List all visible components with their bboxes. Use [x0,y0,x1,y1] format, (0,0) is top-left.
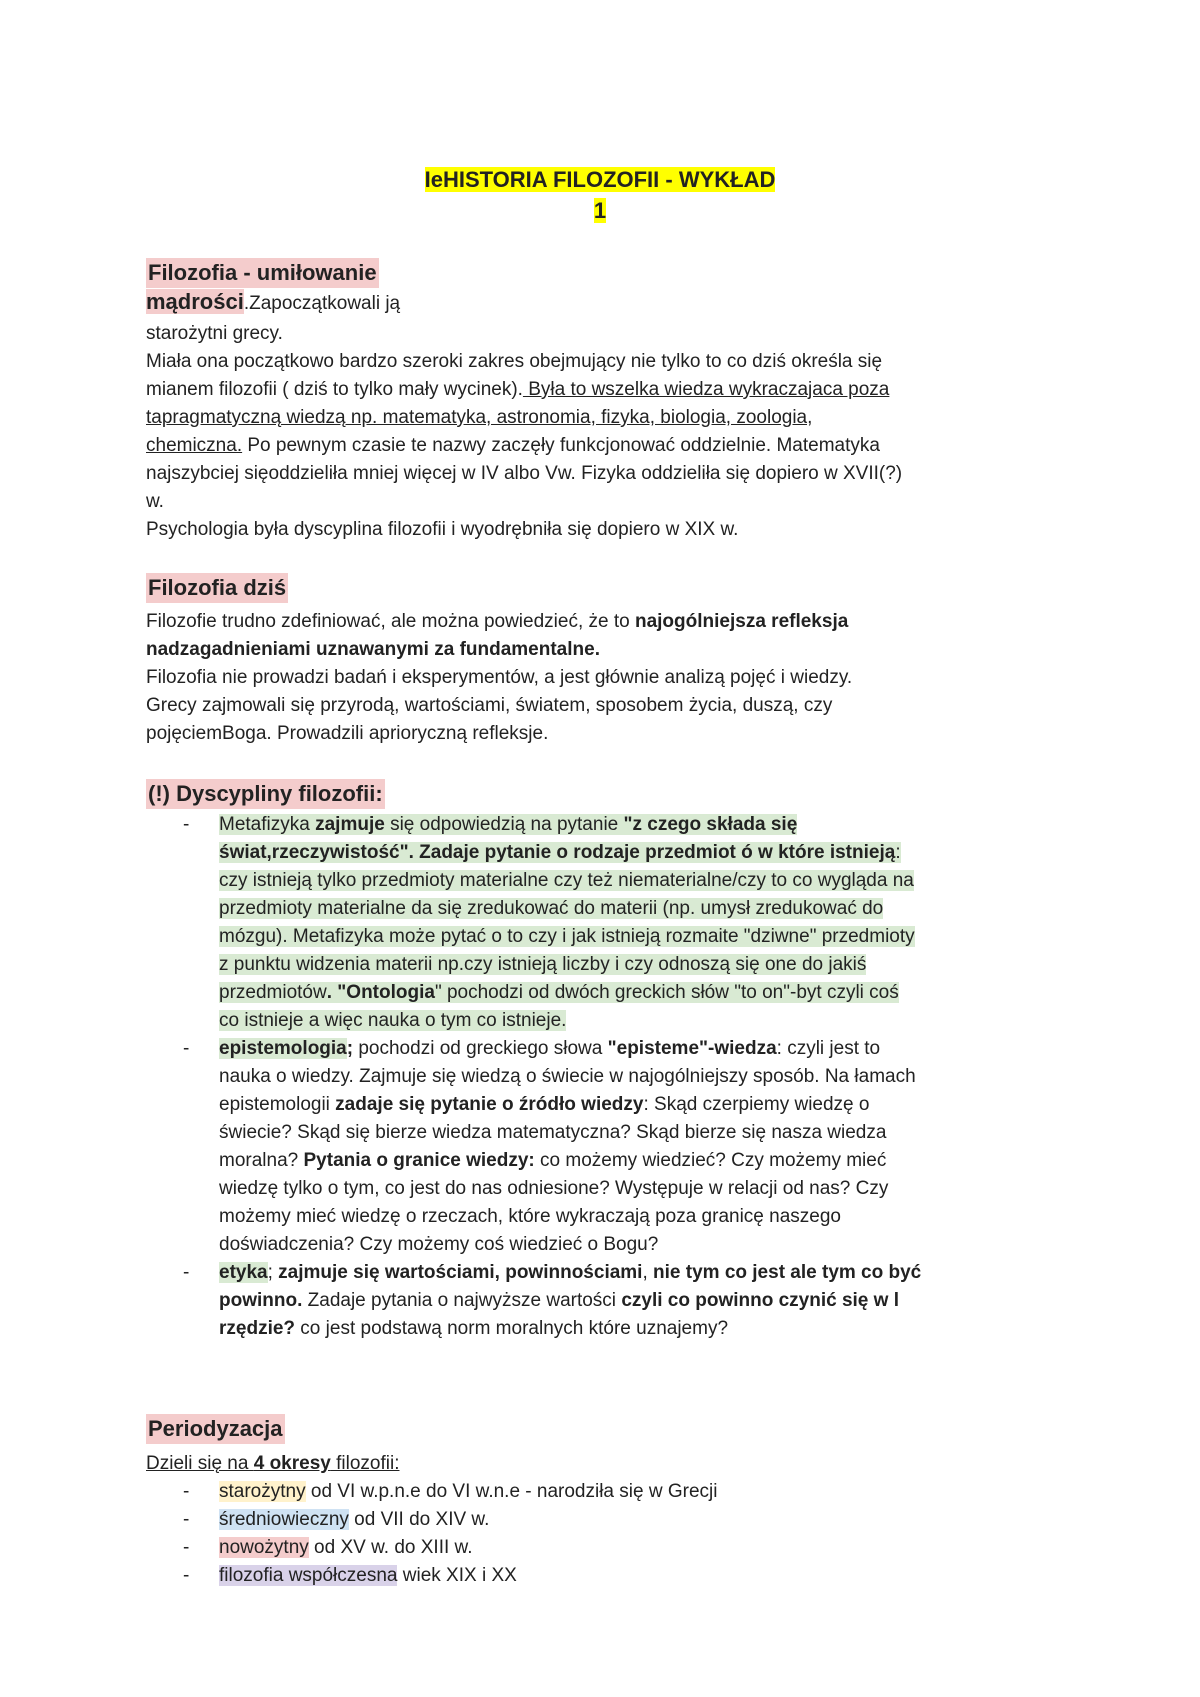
text-span: z punktu widzenia materii np.czy istnieją liczby i czy odnoszą się one do jakiś [219,954,867,975]
list-item-line [219,1315,728,1343]
paragraph-line [146,288,400,318]
text-span: Pytania o granice wiedzy: [303,1150,535,1171]
heading-continuation: mądrości [146,289,244,314]
list-item-metafizyka [219,811,797,839]
text-span: starożytny [219,1481,306,1502]
text-span: zadaje się pytanie o źródło wiedzy [335,1094,644,1115]
list-item-period [219,1478,717,1506]
list-item-line [219,839,901,867]
list-bullet: - [183,1038,190,1059]
list-item-line [219,1007,566,1035]
list-item-line [219,1091,869,1119]
text-span: "z czego składa się [623,814,798,835]
paragraph-line [146,1450,399,1478]
text-span: przedmiotów [219,982,327,1003]
text-span: .Zapoczątkowali ją [243,293,401,314]
list-item-period [219,1506,489,1534]
list-bullet: - [183,1565,190,1586]
text-span: : [895,842,901,863]
section-heading-dyscypliny: (!) Dyscypliny filozofii: [146,779,385,809]
text-span: od VI w.p.n.e do VI w.n.e - narodziła się w Grecji [305,1481,718,1502]
text-span: się odpowiedzią na pytanie [384,814,624,835]
list-item-line [219,867,914,895]
text-span: etyka [219,1262,268,1283]
text-span: moralna? [219,1150,304,1171]
list-bullet: - [183,814,190,835]
text-span: 4 okresy [253,1453,331,1474]
text-span: filozofii: [330,1453,400,1474]
paragraph-line: Miała ona początkowo bardzo szeroki zakres obejmujący nie tylko to co dziś określa się [146,351,883,372]
paragraph-line: Filozofia nie prowadzi badań i eksperymentów, a jest głównie analizą pojęć i wiedzy. [146,667,853,688]
document-title-line1 [0,164,1200,196]
text-span: epistemologii [219,1094,336,1115]
list-bullet: - [183,1481,190,1502]
paragraph-line: w. [146,491,164,512]
list-bullet: - [183,1262,190,1283]
paragraph-line: Grecy zajmowali się przyrodą, wartościami, światem, sposobem życia, duszą, czy [146,695,833,716]
text-span: nie tym co jest ale tym co być [653,1262,922,1283]
text-span: średniowieczny [219,1509,349,1530]
text-span: IeHISTORIA FILOZOFII - WYKŁAD [424,167,776,192]
section-heading-filozofia: Filozofia - umiłowanie [146,258,379,288]
list-item-line: nauka o wiedzy. Zajmuje się wiedzą o świecie w najogólniejszy sposób. Na łamach [219,1066,916,1087]
text-span: czy istnieją tylko przedmioty materialne czy też niematerialne/czy to co wygląda na [219,870,914,891]
text-span: od XV w. do XIII w. [308,1537,473,1558]
text-span: rzędzie? [219,1318,296,1339]
text-span: przedmioty materialne da się zredukować do materii (np. umysł zredukować do [219,898,884,919]
list-item-line: świecie? Skąd się bierze wiedza matematyczna? Skąd bierze się nasza wiedza [219,1122,887,1143]
text-span: Metafizyka [219,814,316,835]
list-item-line: wiedzę tylko o tym, co jest do nas odniesione? Występuje w relacji od nas? Czy [219,1178,889,1199]
paragraph-line: nadzagadnieniami uznawanymi za fundamentalne. [146,639,600,660]
text-span: epistemologia [219,1038,347,1059]
text-span: Po pewnym czasie te nazwy zaczęły funkcjonować oddzielnie. Matematyka [242,435,880,456]
text-span: co możemy wiedzieć? Czy możemy mieć [534,1150,887,1171]
text-span: ; [267,1262,279,1283]
text-span: świat,rzeczywistość" [219,842,409,863]
text-span: : Skąd czerpiemy wiedzę o [643,1094,870,1115]
list-bullet: - [183,1509,190,1530]
section-heading-filozofia-dzis: Filozofia dziś [146,573,288,603]
text-span [219,842,901,863]
text-span: mózgu). Metafizyka może pytać o to czy i jak istnieją rozmaite "dziwne" przedmioty [219,926,915,947]
text-span: czyli co powinno czynić się w l [621,1290,899,1311]
paragraph-line [146,432,880,460]
text-span: Dzieli się na [146,1453,254,1474]
text-span: wiek XIX i XX [397,1565,517,1586]
text-span: Zadaje pytania o najwyższe wartości [302,1290,622,1311]
text-span: od VII do XIV w. [348,1509,490,1530]
list-item-line [219,1287,899,1315]
text-span: zajmuje się wartościami, powinnościami [278,1262,643,1283]
paragraph-line: Psychologia była dyscyplina filozofii i wyodrębniła się dopiero w XIX w. [146,519,739,540]
text-span: . Zadaje pytanie o rodzaje przedmiot ó w które istnieją [408,842,896,863]
text-span: najogólniejsza refleksja [634,611,849,632]
text-span [219,814,797,835]
text-span: " pochodzi od dwóch greckich słów "to on"-byt czyli coś [434,982,899,1003]
list-item-period [219,1534,472,1562]
text-span: : czyli jest to [776,1038,881,1059]
text-span: , [642,1262,654,1283]
text-span: powinno. [219,1290,303,1311]
text-span: ; [346,1038,359,1059]
text-span: zajmuje [315,814,385,835]
paragraph-line: najszybciej sięoddzieliła mniej więcej w IV albo Vw. Fizyka oddzieliła się dopiero w XVII(?) [146,463,903,484]
list-item-line [219,923,915,951]
list-item-line: możemy mieć wiedzę o rzeczach, które wykraczają poza granicę naszego [219,1206,841,1227]
list-bullet: - [183,1537,190,1558]
paragraph-line: tapragmatyczną wiedzą np. matematyka, astronomia, fizyka, biologia, zoologia, [146,407,813,428]
text-span: co jest podstawą norm moralnych które uznajemy? [295,1318,729,1339]
text-span: co istnieje a więc nauka o tym co istnieje. [219,1010,567,1031]
text-span: Filozofie trudno zdefiniować, ale można powiedzieć, że to [146,611,635,632]
list-item-line [219,1147,886,1175]
text-span: nowożytny [219,1537,309,1558]
text-span: "episteme"-wiedza [607,1038,777,1059]
text-span: . "Ontologia [326,982,435,1003]
list-item-line [219,895,883,923]
document-title-line2 [0,195,1200,227]
list-item-line: doświadczenia? Czy możemy coś wiedzieć o Bogu? [219,1234,659,1255]
list-item-etyka [219,1259,921,1287]
text-span: 1 [593,198,607,223]
list-item-line [219,979,899,1007]
section-heading-periodyzacja: Periodyzacja [146,1414,285,1444]
list-item-period [219,1562,517,1590]
paragraph-line: pojęciemBoga. Prowadzili aprioryczną refleksje. [146,723,549,744]
list-item-epistemologia [219,1035,880,1063]
text-span: pochodzi od greckiego słowa [358,1038,608,1059]
text-span: Była to wszelka wiedza wykraczajaca poza [522,379,890,400]
text-span: chemiczna. [146,435,243,456]
text-span: mianem filozofii ( dziś to tylko mały wycinek). [146,379,523,400]
paragraph-line: starożytni grecy. [146,323,283,344]
paragraph-line [146,608,848,636]
paragraph-line [146,376,889,404]
text-span [219,982,899,1003]
text-span: filozofia współczesna [219,1565,398,1586]
list-item-line [219,951,866,979]
